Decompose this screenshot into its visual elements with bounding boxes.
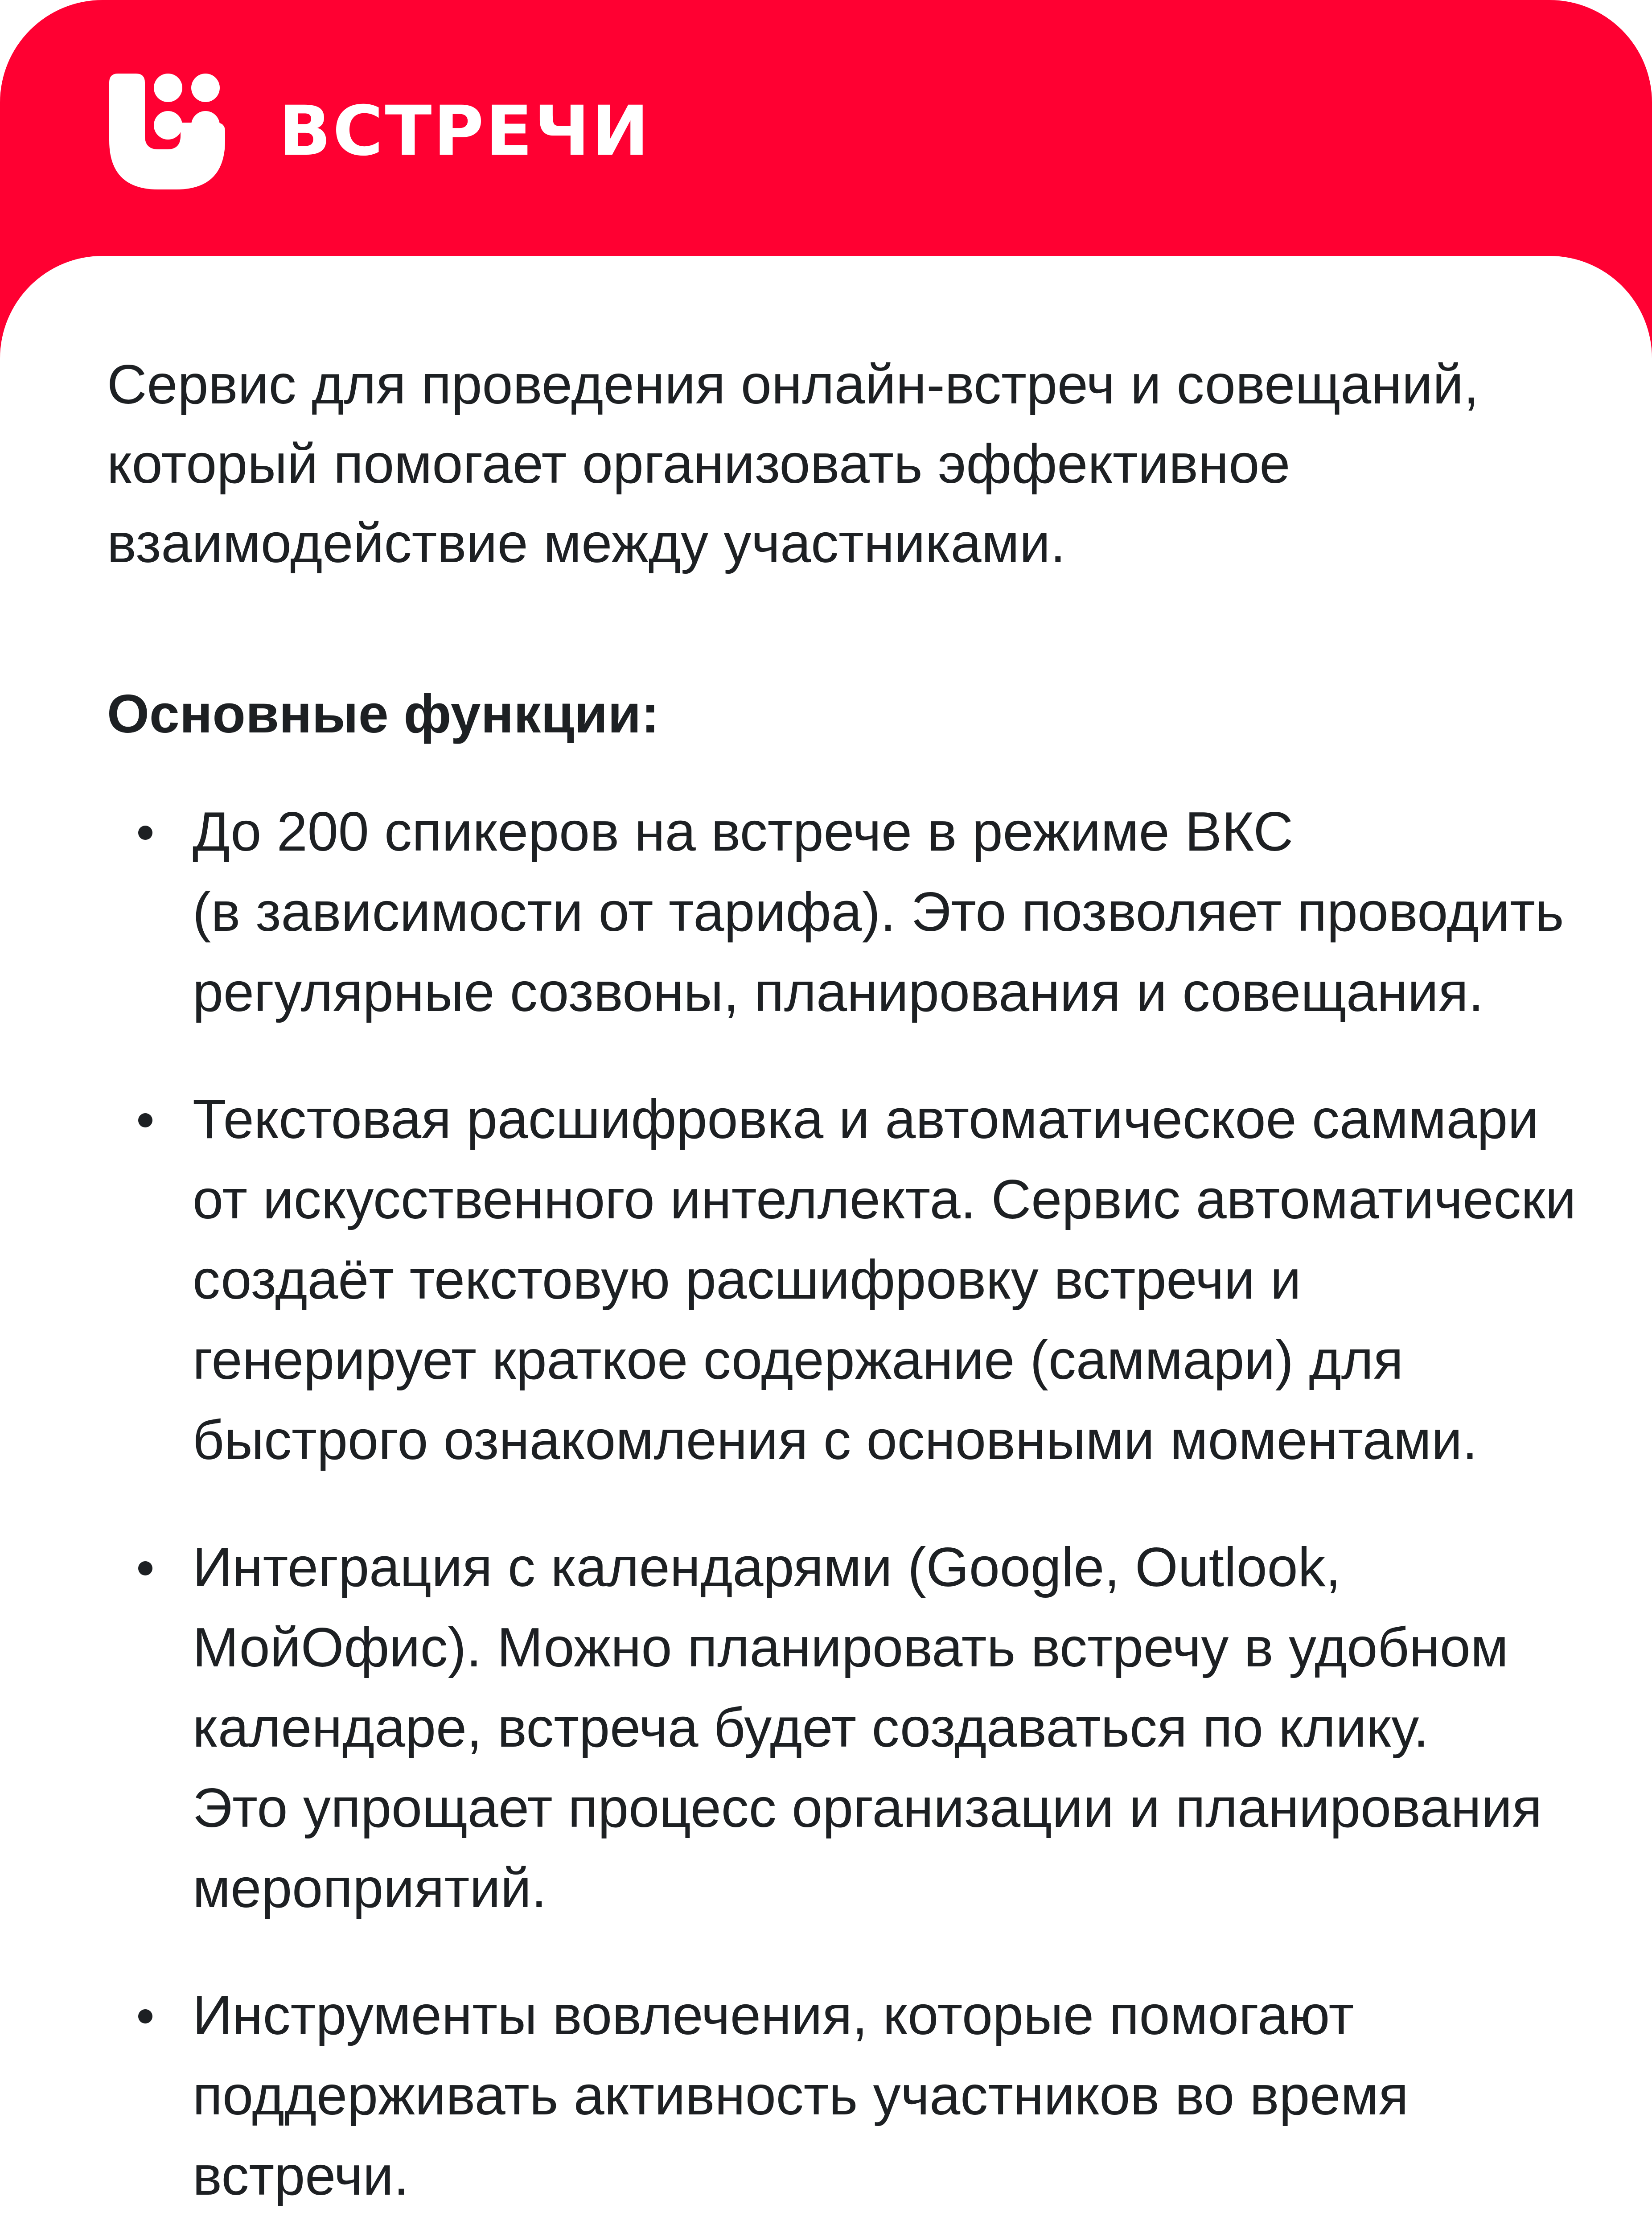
feature-text: Инструменты вовлечения, которые помогают поддерживать активность участников во время встречи. — [193, 1985, 1409, 2207]
mts-link-logo-icon — [109, 74, 225, 189]
list-item — [107, 792, 1578, 1032]
header — [0, 0, 1652, 267]
bullet-icon — [138, 2009, 152, 2023]
list-item — [107, 1975, 1578, 2216]
bullet-icon — [138, 1561, 152, 1575]
list-item — [107, 1527, 1578, 1929]
feature-text: До 200 спикеров на встрече в режиме ВКС (в зависимости от тарифа). Это позволяет проводить регулярные созвоны, планирования и совещания. — [193, 801, 1564, 1023]
content-panel — [0, 256, 1652, 2229]
features-title: Основные функции: — [107, 683, 659, 744]
feature-text: Текстовая расшифровка и автоматическое саммари от искусственного интеллекта. Сервис автоматически создаёт текстовую расшифровку встречи и генерирует краткое содержание (саммари) для быстрого ознакомления с основными моментами. — [193, 1089, 1576, 1471]
intro-text: Сервис для проведения онлайн-встреч и совещаний, который помогает организовать эффективное взаимодействие между участниками. — [107, 354, 1479, 574]
feature-text: Интеграция с календарями (Google, Outlook, МойОфис). Можно планировать встречу в удобном календаре, встреча будет создаваться по клику. Это упрощает процесс организации и планирования мероприятий. — [193, 1537, 1542, 1919]
features-list — [107, 792, 1578, 2229]
bullet-icon — [138, 826, 152, 840]
content-body — [107, 345, 1578, 2229]
bullet-icon — [138, 1113, 152, 1127]
brand-title: ВСТРЕЧИ — [279, 91, 651, 171]
list-item — [107, 1079, 1578, 1481]
